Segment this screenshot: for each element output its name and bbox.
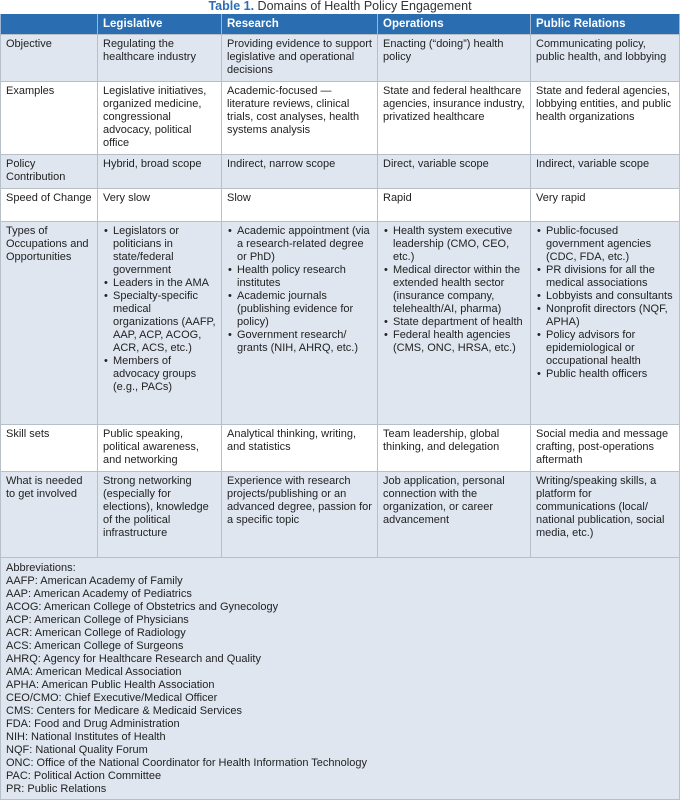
- list-item: • Health policy research institutes: [237, 264, 372, 290]
- table-row-speed-of-change: [1, 189, 680, 222]
- abbreviation-item: ACOG: American College of Obstetrics and Gynecology: [6, 601, 279, 613]
- list-item: • Public health officers: [546, 368, 674, 381]
- table-cell: [378, 222, 531, 425]
- table-cell: Regulating the healthcare industry: [98, 35, 222, 82]
- list-item: • Legislators or politicians in state/federal government: [113, 225, 216, 277]
- table-cell: Direct, variable scope: [378, 155, 531, 189]
- table-cell: Job application, personal connection with the organization, or career advancement: [378, 472, 531, 558]
- row-label: Speed of Change: [1, 189, 98, 222]
- table-cell: Experience with research projects/publishing or an advanced degree, passion for a specific topic: [222, 472, 378, 558]
- table-cell: [531, 222, 680, 425]
- list-item: • Federal health agencies (CMS, ONC, HRSA, etc.): [393, 329, 525, 355]
- row-label: What is needed to get involved: [1, 472, 98, 558]
- abbreviation-item: AAFP: American Academy of Family: [6, 575, 183, 587]
- list-item: • Members of advocacy groups (e.g., PACs): [113, 355, 216, 394]
- row-label: Examples: [1, 82, 98, 155]
- abbreviation-item: AAP: American Academy of Pediatrics: [6, 588, 192, 600]
- abbreviation-item: ONC: Office of the National Coordinator for Health Information Technology: [6, 757, 367, 769]
- table-cell: Indirect, narrow scope: [222, 155, 378, 189]
- table-cell: [98, 222, 222, 425]
- header-operations: Operations: [378, 14, 531, 35]
- abbreviation-item: AMA: American Medical Association: [6, 666, 182, 678]
- table-cell: Social media and message crafting, post-operations aftermath: [531, 425, 680, 472]
- table-row-objective: [1, 35, 680, 82]
- abbreviation-item: PAC: Political Action Committee: [6, 770, 162, 782]
- table-cell: Analytical thinking, writing, and statistics: [222, 425, 378, 472]
- abbreviations-cell: [1, 558, 680, 800]
- abbreviations-title: Abbreviations:: [6, 562, 76, 574]
- table-cell: Public speaking, political awareness, and networking: [98, 425, 222, 472]
- header-row: [1, 14, 680, 35]
- table-caption-text: Domains of Health Policy Engagement: [257, 0, 472, 13]
- abbreviation-item: ACS: American College of Surgeons: [6, 640, 184, 652]
- table-row-what-is-needed: [1, 472, 680, 558]
- list-item: • Health system executive leadership (CMO, CEO, etc.): [393, 225, 525, 264]
- table-cell: State and federal healthcare agencies, insurance industry, privatized healthcare: [378, 82, 531, 155]
- list-item: • Academic appointment (via a research-related degree or PhD): [237, 225, 372, 264]
- list-item: • Lobbyists and consultants: [546, 290, 674, 303]
- table-cell: Legislative initiatives, organized medicine, congressional advocacy, political office: [98, 82, 222, 155]
- list-item: • Medical director within the extended health sector (insurance company, telehealth/AI, pharma): [393, 264, 525, 316]
- table-caption-label: Table 1.: [208, 0, 255, 13]
- list-item: • State department of health: [393, 316, 525, 329]
- table-cell: Communicating policy, public health, and lobbying: [531, 35, 680, 82]
- table-cell: Enacting (“doing”) health policy: [378, 35, 531, 82]
- list-item: • Specialty-specific medical organizations (AAFP, AAP, ACP, ACOG, ACR, ACS, etc.): [113, 290, 216, 355]
- table-row-policy-contribution: [1, 155, 680, 189]
- abbreviation-item: NIH: National Institutes of Health: [6, 731, 166, 743]
- table-cell: Indirect, variable scope: [531, 155, 680, 189]
- table-cell: [222, 222, 378, 425]
- list-item: • Policy advisors for epidemiological or occupational health: [546, 329, 674, 368]
- header-legislative: Legislative: [98, 14, 222, 35]
- list-item: • Public-focused government agencies (CDC, FDA, etc.): [546, 225, 674, 264]
- abbreviation-item: NQF: National Quality Forum: [6, 744, 148, 756]
- table-row-abbreviations: [1, 558, 680, 800]
- abbreviation-item: CEO/CMO: Chief Executive/Medical Officer: [6, 692, 218, 704]
- list-item: • Government research/ grants (NIH, AHRQ, etc.): [237, 329, 372, 355]
- row-label: Types of Occupations and Opportunities: [1, 222, 98, 425]
- table-cell: Rapid: [378, 189, 531, 222]
- list-item: • Leaders in the AMA: [113, 277, 216, 290]
- table-row-occupations: [1, 222, 680, 425]
- table-row-skill-sets: [1, 425, 680, 472]
- table-cell: Slow: [222, 189, 378, 222]
- row-label: Policy Contribution: [1, 155, 98, 189]
- list-item: • Academic journals (publishing evidence for policy): [237, 290, 372, 329]
- table-cell: Hybrid, broad scope: [98, 155, 222, 189]
- list-item: • PR divisions for all the medical associations: [546, 264, 674, 290]
- table-cell: Strong networking (especially for elections), knowledge of the political infrastructure: [98, 472, 222, 558]
- table-cell: Providing evidence to support legislative and operational decisions: [222, 35, 378, 82]
- row-label: Skill sets: [1, 425, 98, 472]
- table-row-examples: [1, 82, 680, 155]
- abbreviation-item: FDA: Food and Drug Administration: [6, 718, 180, 730]
- abbreviation-item: CMS: Centers for Medicare & Medicaid Services: [6, 705, 242, 717]
- table-caption: [0, 0, 680, 14]
- header-empty: [1, 14, 98, 35]
- header-research: Research: [222, 14, 378, 35]
- list-item: • Nonprofit directors (NQF, APHA): [546, 303, 674, 329]
- table-cell: Very slow: [98, 189, 222, 222]
- occupation-list: [227, 225, 372, 355]
- abbreviation-item: ACR: American College of Radiology: [6, 627, 186, 639]
- policy-domains-table: [0, 14, 680, 800]
- abbreviation-item: PR: Public Relations: [6, 783, 107, 795]
- table-cell: Very rapid: [531, 189, 680, 222]
- header-public-relations: Public Relations: [531, 14, 680, 35]
- row-label: Objective: [1, 35, 98, 82]
- occupation-list: [536, 225, 674, 381]
- abbreviation-item: APHA: American Public Health Association: [6, 679, 215, 691]
- table-cell: Team leadership, global thinking, and delegation: [378, 425, 531, 472]
- table-cell: State and federal agencies, lobbying entities, and public health organizations: [531, 82, 680, 155]
- occupation-list: [103, 225, 216, 394]
- occupation-list: [383, 225, 525, 355]
- table-cell: Academic-focused — literature reviews, clinical trials, cost analyses, health systems analysis: [222, 82, 378, 155]
- abbreviation-item: AHRQ: Agency for Healthcare Research and Quality: [6, 653, 261, 665]
- abbreviation-item: ACP: American College of Physicians: [6, 614, 189, 626]
- table-cell: Writing/speaking skills, a platform for communications (local/ national publication, social media, etc.): [531, 472, 680, 558]
